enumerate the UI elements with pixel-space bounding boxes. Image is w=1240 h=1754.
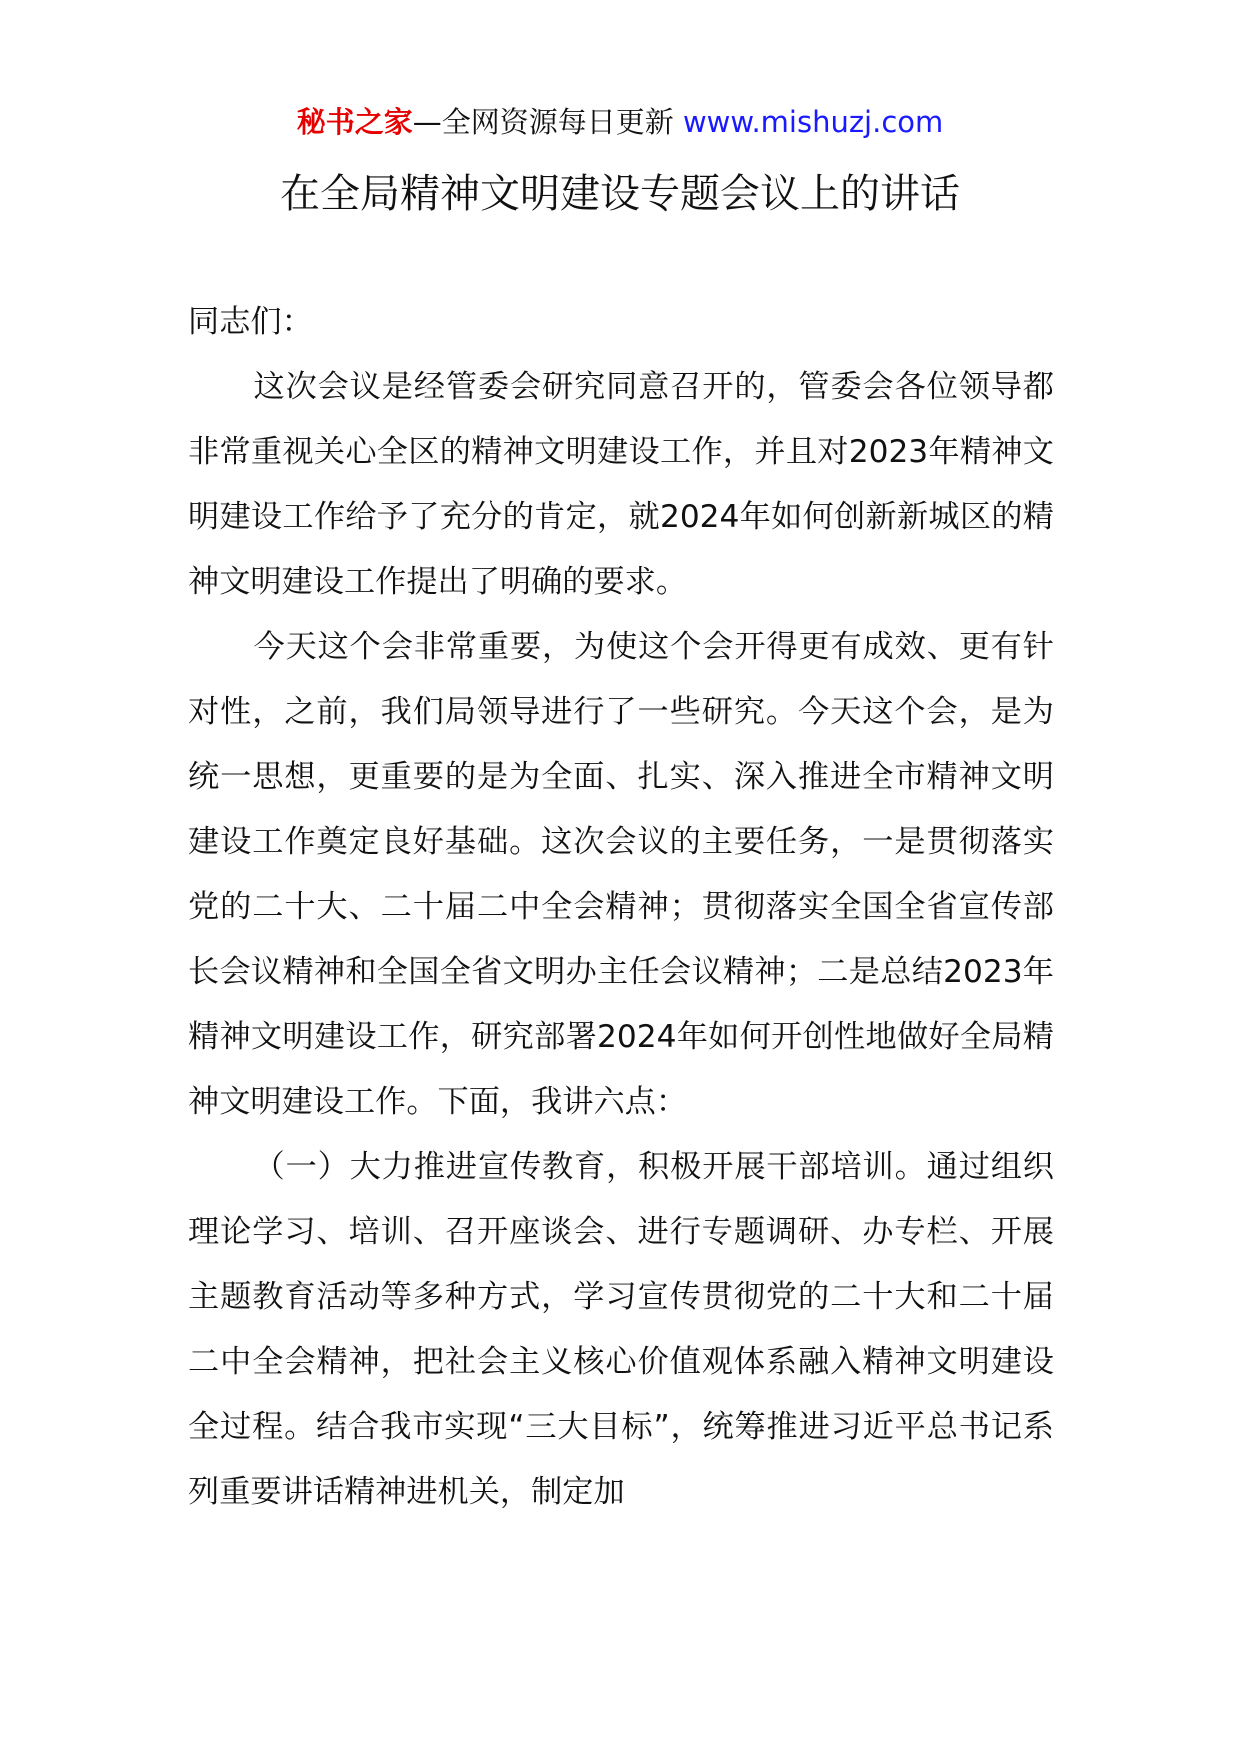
site-url-link[interactable]: www.mishuzj.com	[682, 105, 944, 139]
document-title: 在全局精神文明建设专题会议上的讲话	[280, 171, 960, 217]
site-banner	[0, 102, 1240, 142]
paragraph-3: （一）大力推进宣传教育，积极开展干部培训。通过组织理论学习、培训、召开座谈会、进行专题调研、办专栏、开展主题教育活动等多种方式，学习宣传贯彻党的二十大和二十届二中全会精神，把社会主义核心价值观体系融入精神文明建设全过程。结合我市实现“三大目标”，统筹推进习近平总书记系列重要讲话精神进机关，制定加	[188, 1149, 1054, 1510]
document-body	[188, 290, 1054, 1525]
paragraph-1: 这次会议是经管委会研究同意召开的，管委会各位领导都非常重视关心全区的精神文明建设工作，并且对2023年精神文明建设工作给予了充分的肯定，就2024年如何创新新城区的精神文明建设工作提出了明确的要求。	[188, 369, 1054, 600]
site-slogan: —全网资源每日更新	[412, 105, 674, 139]
greeting: 同志们：	[188, 304, 313, 340]
paragraph-2: 今天这个会非常重要，为使这个会开得更有成效、更有针对性，之前，我们局领导进行了一些研究。今天这个会，是为统一思想，更重要的是为全面、扎实、深入推进全市精神文明建设工作奠定良好基础。这次会议的主要任务，一是贯彻落实党的二十大、二十届二中全会精神；贯彻落实全国全省宣传部长会议精神和全国全省文明办主任会议精神；二是总结2023年精神文明建设工作，研究部署2024年如何开创性地做好全局精神文明建设工作。下面，我讲六点：	[188, 629, 1054, 1120]
site-name: 秘书之家	[296, 105, 413, 139]
